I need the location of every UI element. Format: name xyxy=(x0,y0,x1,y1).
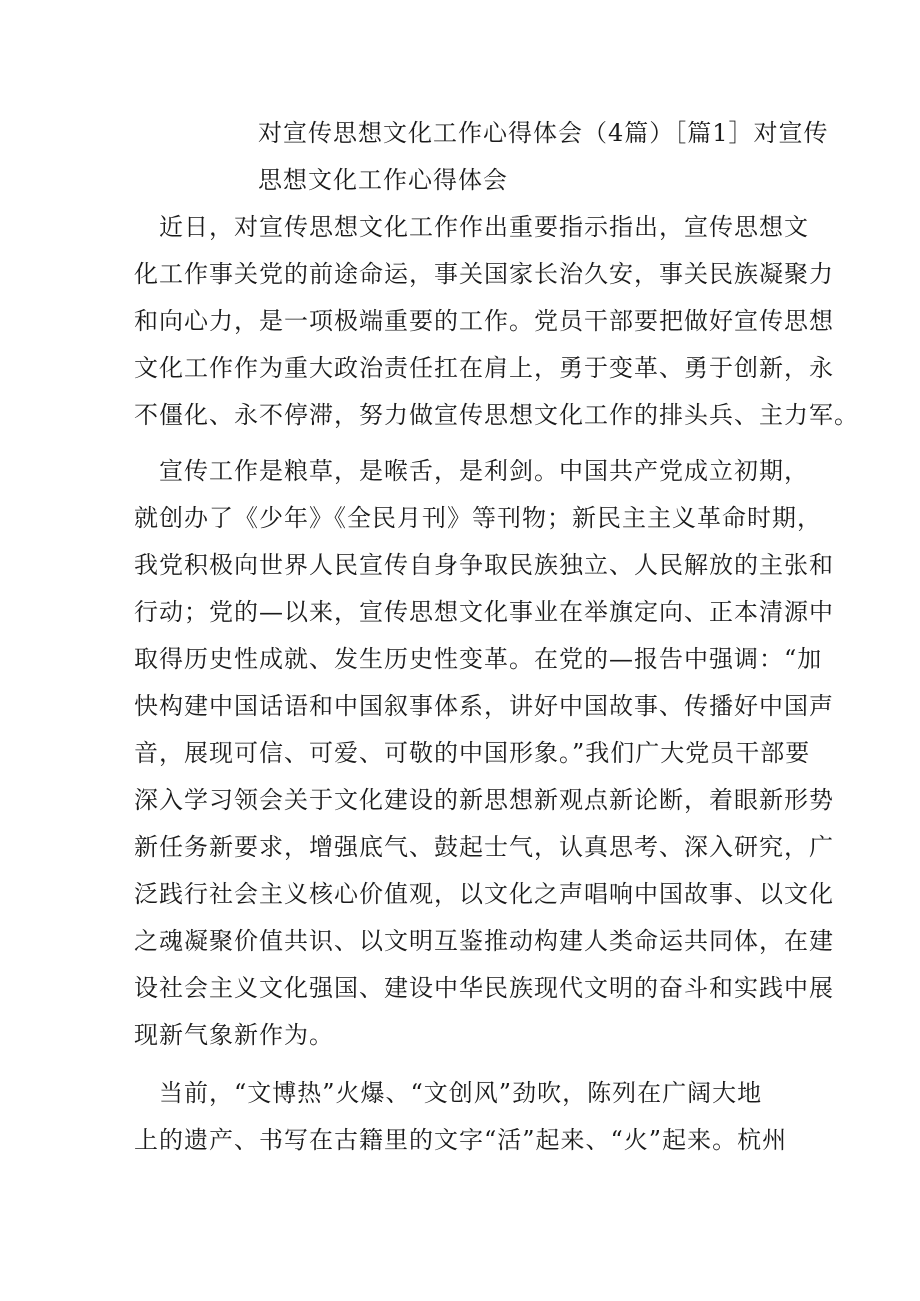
paragraph-1-line-2: 化工作事关党的前途命运，事关国家长治久安，事关民族凝聚力 xyxy=(134,260,834,288)
paragraph-2-line-3: 我党积极向世界人民宣传自身争取民族独立、人民解放的主张和 xyxy=(134,551,834,579)
paragraph-2-line-1: 宣传工作是粮草，是喉舌，是利剑。中国共产党成立初期， xyxy=(134,457,809,485)
paragraph-2-line-5: 取得历史性成就、发生历史性变革。在党的—报告中强调：“加 xyxy=(134,645,823,673)
paragraph-2-line-4: 行动；党的—以来，宣传思想文化事业在举旗定向、正本清源中 xyxy=(134,598,834,626)
paragraph-2-line-6: 快构建中国话语和中国叙事体系，讲好中国故事、传播好中国声 xyxy=(134,692,834,720)
paragraph-3-line-1: 当前，“文博热”火爆、“文创风”劲吹，陈列在广阔大地 xyxy=(134,1079,763,1107)
paragraph-3-line-2: 上的遗产、书写在古籍里的文字“活”起来、“火”起来。杭州 xyxy=(134,1126,788,1154)
paragraph-1-line-5: 不僵化、永不停滞，努力做宣传思想文化工作的排头兵、主力军。 xyxy=(134,401,859,429)
paragraph-2-line-8: 深入学习领会关于文化建设的新思想新观点新论断，着眼新形势 xyxy=(134,786,834,814)
paragraph-2-line-7: 音，展现可信、可爱、可敬的中国形象。”我们广大党员干部要 xyxy=(134,739,811,767)
document-title-line-1: 对宣传思想文化工作心得体会（4篇）［篇1］对宣传 xyxy=(258,119,829,147)
paragraph-1-line-1: 近日，对宣传思想文化工作作出重要指示指出，宣传思想文 xyxy=(134,213,809,241)
paragraph-2-line-9: 新任务新要求，增强底气、鼓起士气，认真思考、深入研究，广 xyxy=(134,833,834,861)
paragraph-1-line-4: 文化工作作为重大政治责任扛在肩上，勇于变革、勇于创新，永 xyxy=(134,354,834,382)
paragraph-1-line-3: 和向心力，是一项极端重要的工作。党员干部要把做好宣传思想 xyxy=(134,307,834,335)
paragraph-2-line-12: 设社会主义文化强国、建设中华民族现代文明的奋斗和实践中展 xyxy=(134,974,834,1002)
document-title-line-2: 思想文化工作心得体会 xyxy=(258,166,508,194)
paragraph-2-line-13: 现新气象新作为。 xyxy=(134,1021,334,1049)
paragraph-2-line-10: 泛践行社会主义核心价值观，以文化之声唱响中国故事、以文化 xyxy=(134,880,834,908)
paragraph-2-line-2: 就创办了《少年》《全民月刊》等刊物；新民主主义革命时期， xyxy=(134,504,822,532)
paragraph-2-line-11: 之魂凝聚价值共识、以文明互鉴推动构建人类命运共同体，在建 xyxy=(134,927,834,955)
